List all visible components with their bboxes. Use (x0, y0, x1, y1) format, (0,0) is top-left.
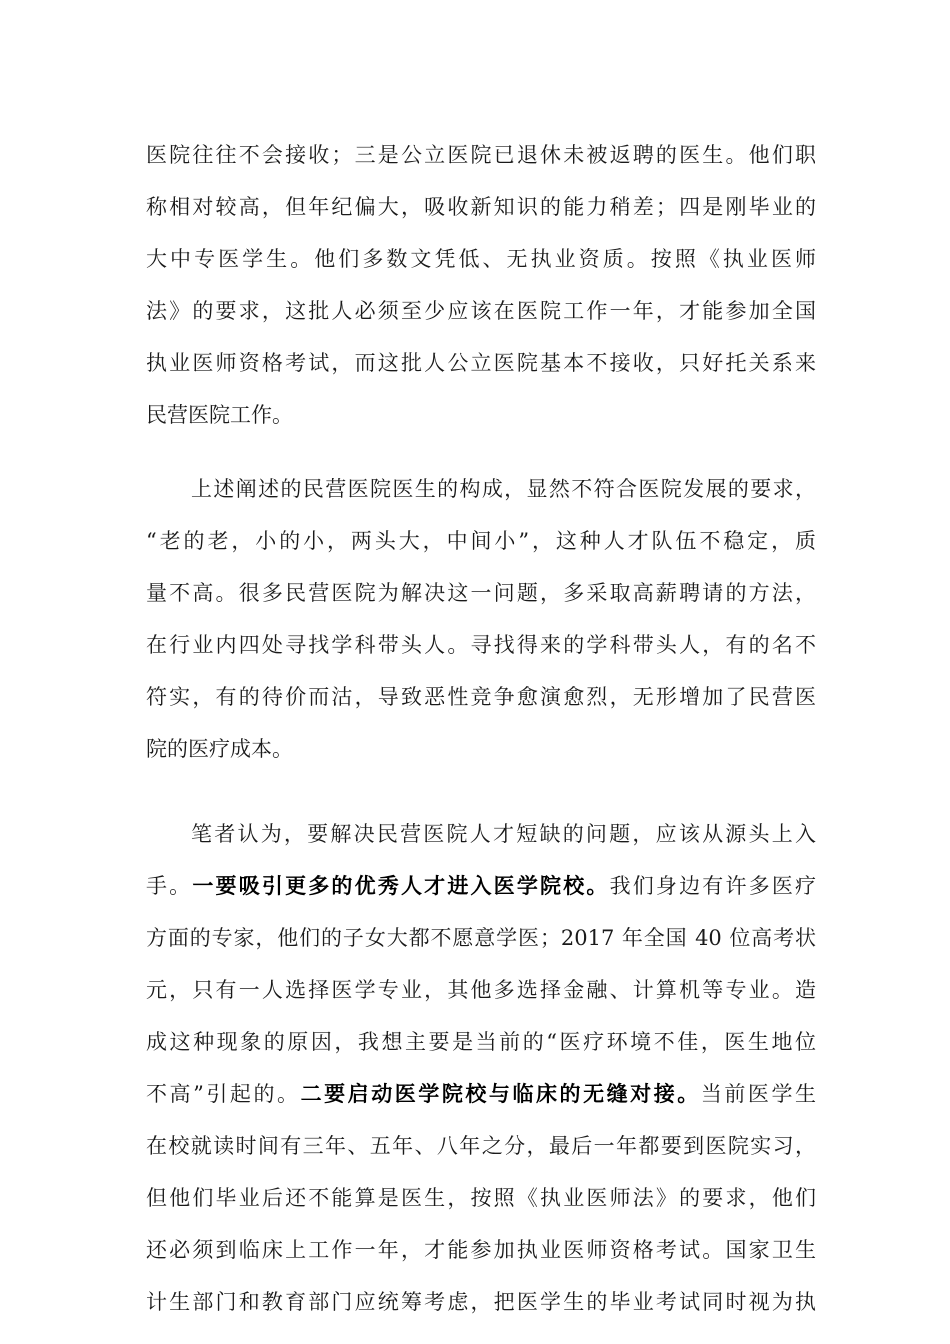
text-segment: 成这种现象的原因，我想主要是当前的“医疗环境不佳，医生地位 (146, 1030, 816, 1054)
bold-heading-text: 一要吸引更多的优秀人才进入医学院校。 (192, 873, 610, 898)
text-line (146, 912, 816, 964)
text-segment: 但他们毕业后还不能算是医生，按照《执业医师法》的要求，他们 (146, 1186, 816, 1210)
text-segment: 法》的要求，这批人必须至少应该在医院工作一年，才能参加全国 (146, 299, 816, 323)
paragraph-1 (146, 129, 816, 441)
text-line (146, 567, 816, 619)
text-segment: 还必须到临床上工作一年，才能参加执业医师资格考试。国家卫生 (146, 1238, 816, 1262)
text-line (146, 337, 816, 389)
text-segment: 元，只有一人选择医学专业，其他多选择金融、计算机等专业。造 (146, 978, 816, 1002)
text-line (146, 1120, 816, 1172)
text-line (146, 1224, 816, 1276)
text-segment: 民营医院工作。 (146, 403, 293, 427)
text-segment: 医院往往不会接收；三是公立医院已退休未被返聘的医生。他们职 (146, 143, 816, 167)
text-line (146, 233, 816, 285)
document-body (146, 129, 816, 1328)
text-segment: 手。 (146, 874, 193, 898)
text-segment: 院的医疗成本。 (146, 737, 293, 761)
text-line (146, 1172, 816, 1224)
text-segment: 方面的专家，他们的子女大都不愿意学医；2017 年全国 40 位高考状 (146, 926, 816, 950)
text-segment: “老的老，小的小，两头大，中间小”，这种人才队伍不稳定，质 (146, 529, 816, 553)
text-segment: 笔者认为，要解决民营医院人才短缺的问题，应该从源头上入 (191, 822, 816, 846)
text-line (146, 515, 816, 567)
text-line (146, 964, 816, 1016)
bold-heading-text: 二要启动医学院校与临床的无缝对接。 (300, 1081, 701, 1106)
text-line (146, 860, 816, 912)
text-line (146, 671, 816, 723)
text-segment: 在校就读时间有三年、五年、八年之分，最后一年都要到医院实习， (146, 1134, 816, 1158)
text-line (146, 389, 816, 441)
text-line (146, 463, 816, 515)
text-line (146, 181, 816, 233)
text-segment: 大中专医学生。他们多数文凭低、无执业资质。按照《执业医师 (146, 247, 816, 271)
text-segment: 称相对较高，但年纪偏大，吸收新知识的能力稍差；四是刚毕业的 (146, 195, 816, 219)
text-line (146, 619, 816, 671)
text-segment: 计生部门和教育部门应统筹考虑，把医学生的毕业考试同时视为执 (146, 1290, 816, 1314)
text-segment: 我们身边有许多医疗 (609, 874, 817, 898)
text-line (146, 1016, 816, 1068)
text-line (146, 129, 816, 181)
text-line (146, 1068, 816, 1120)
paragraph-3 (146, 808, 816, 1328)
text-segment: 符实，有的待价而沽，导致恶性竞争愈演愈烈，无形增加了民营医 (146, 685, 816, 709)
text-segment: 不高”引起的。 (146, 1082, 301, 1106)
paragraph-2 (146, 463, 816, 775)
text-line (146, 285, 816, 337)
text-segment: 上述阐述的民营医院医生的构成，显然不符合医院发展的要求， (191, 477, 816, 501)
text-line (146, 723, 816, 775)
text-segment: 量不高。很多民营医院为解决这一问题，多采取高薪聘请的方法， (146, 581, 816, 605)
text-segment: 在行业内四处寻找学科带头人。寻找得来的学科带头人，有的名不 (146, 633, 816, 657)
text-segment: 执业医师资格考试，而这批人公立医院基本不接收，只好托关系来 (146, 351, 816, 375)
text-line (146, 1276, 816, 1328)
text-segment: 当前医学生 (700, 1082, 817, 1106)
text-line (146, 808, 816, 860)
